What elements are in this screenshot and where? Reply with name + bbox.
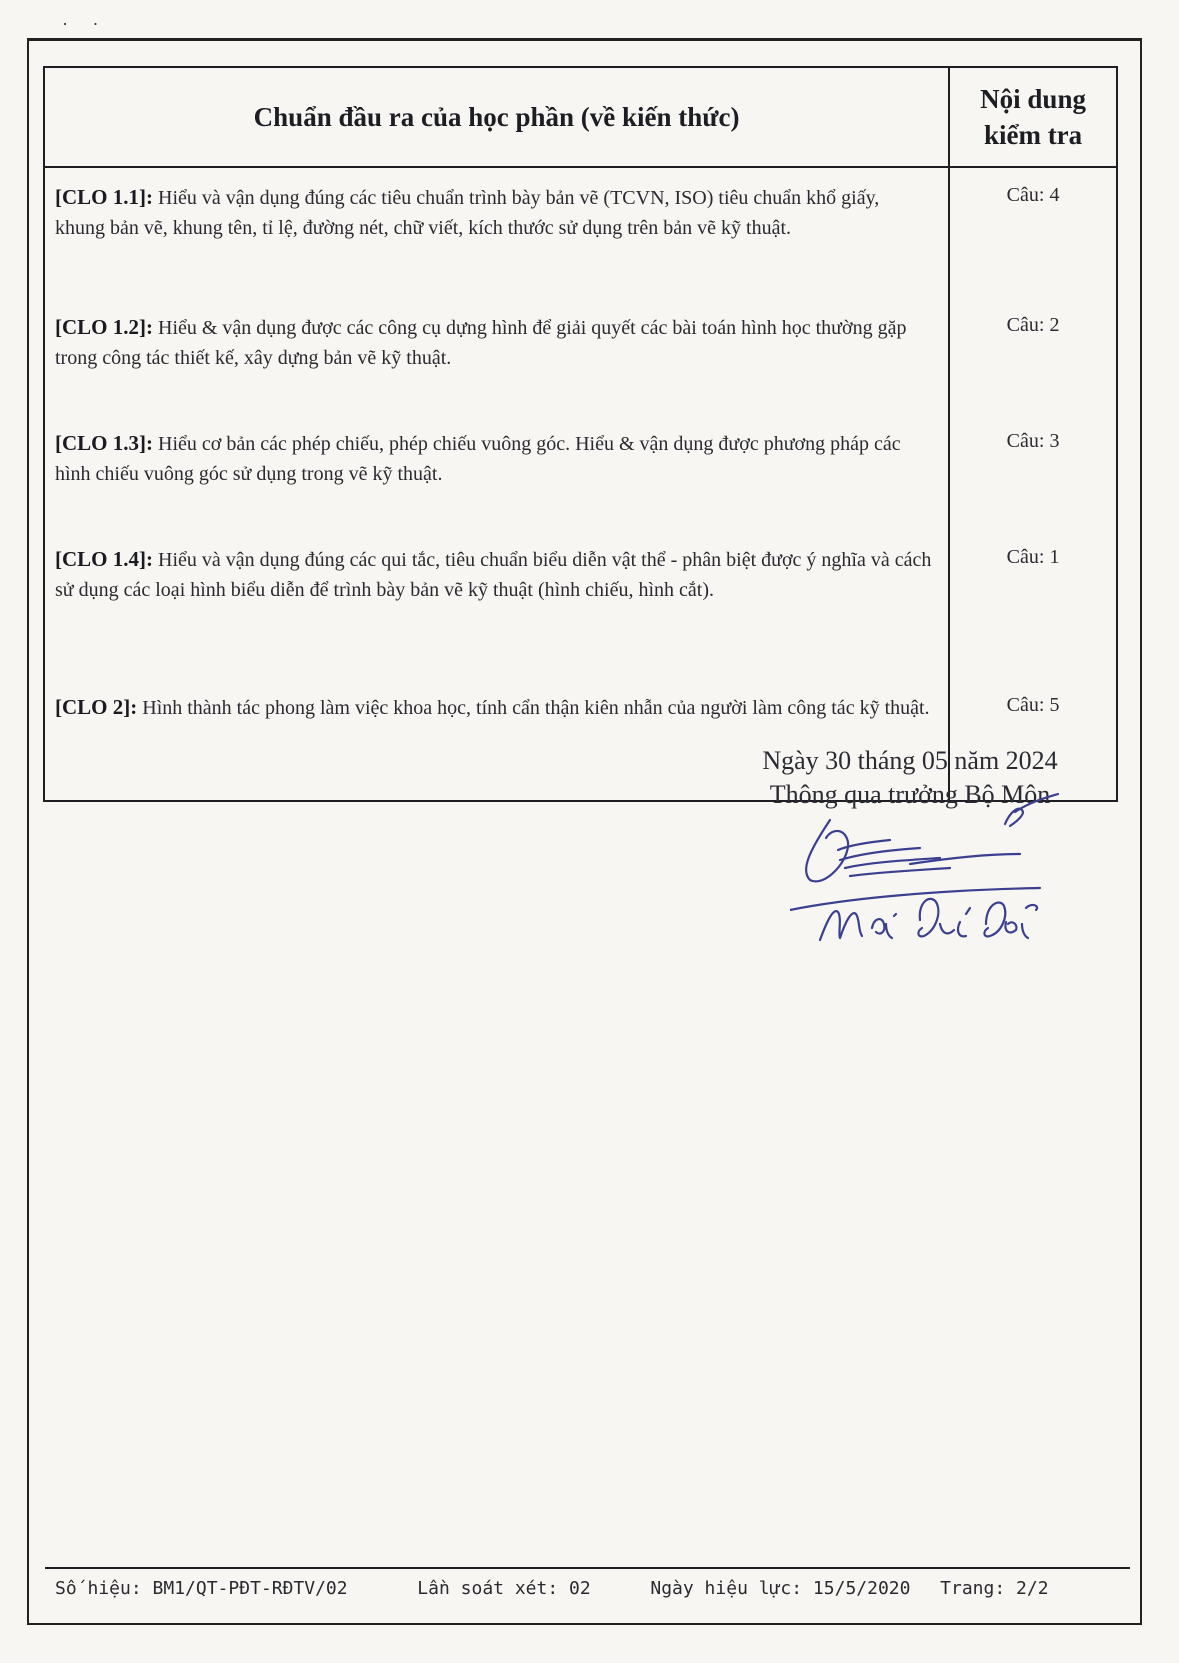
clo-table bbox=[43, 66, 1118, 802]
check-column-header bbox=[949, 67, 1117, 167]
clo-text: Hiểu và vận dụng đúng các qui tắc, tiêu chuẩn biểu diễn vật thể - phân biệt được ý nghĩa và cách sử dụng các loại hình biểu diễn để trình bày bản vẽ kỹ thuật (hình chiếu, hình cắt). bbox=[55, 549, 932, 601]
document-footer bbox=[55, 1578, 1049, 1599]
signature-image bbox=[790, 790, 1080, 950]
content-column-header: Chuẩn đầu ra của học phần (về kiến thức) bbox=[44, 67, 949, 167]
question-ref: Câu: 1 bbox=[949, 530, 1117, 678]
doc-number: Số hiệu: BM1/QT-PĐT-RĐTV/02 bbox=[55, 1578, 348, 1599]
clo-code: [CLO 1.3]: bbox=[55, 431, 153, 455]
clo-description bbox=[44, 298, 949, 414]
clo-description bbox=[44, 530, 949, 678]
table-header-row bbox=[44, 67, 1117, 167]
clo-text: Hình thành tác phong làm việc khoa học, tính cẩn thận kiên nhẫn của người làm công tác kỹ thuật. bbox=[137, 697, 930, 719]
check-header-line1: Nội dung bbox=[980, 84, 1086, 114]
scan-marks: · · bbox=[62, 14, 109, 34]
question-ref: Câu: 4 bbox=[949, 167, 1117, 298]
clo-code: [CLO 1.4]: bbox=[55, 547, 153, 571]
clo-text: Hiểu và vận dụng đúng các tiêu chuẩn trình bày bản vẽ (TCVN, ISO) tiêu chuẩn khổ giấy, khung bản vẽ, khung tên, tỉ lệ, đường nét, chữ viết, kích thước sử dụng trên bản vẽ kỹ thuật. bbox=[55, 187, 880, 239]
clo-description bbox=[44, 167, 949, 298]
clo-description bbox=[44, 414, 949, 530]
page-number: Trang: 2/2 bbox=[940, 1578, 1049, 1599]
table-row bbox=[44, 414, 1117, 530]
clo-code: [CLO 1.2]: bbox=[55, 315, 153, 339]
revision: Lần soát xét: 02 bbox=[417, 1578, 591, 1599]
clo-text: Hiểu & vận dụng được các công cụ dựng hình để giải quyết các bài toán hình học thường gặp trong công tác thiết kế, xây dựng bản vẽ kỹ thuật. bbox=[55, 317, 907, 369]
signoff-date: Ngày 30 tháng 05 năm 2024 bbox=[762, 746, 1058, 775]
clo-code: [CLO 2]: bbox=[55, 695, 138, 719]
question-ref: Câu: 5 bbox=[949, 678, 1117, 801]
check-header-line2: kiểm tra bbox=[983, 120, 1083, 150]
footer-divider bbox=[45, 1567, 1130, 1569]
table-row bbox=[44, 530, 1117, 678]
question-ref: Câu: 3 bbox=[949, 414, 1117, 530]
table-row bbox=[44, 167, 1117, 298]
table-row bbox=[44, 298, 1117, 414]
signoff-role: Thông qua trưởng Bộ Môn bbox=[769, 780, 1051, 809]
clo-text: Hiểu cơ bản các phép chiếu, phép chiếu vuông góc. Hiểu & vận dụng được phương pháp các hình chiếu vuông góc sử dụng trong vẽ kỹ thuật. bbox=[55, 433, 901, 485]
question-ref: Câu: 2 bbox=[949, 298, 1117, 414]
effective-date: Ngày hiệu lực: 15/5/2020 bbox=[650, 1578, 911, 1599]
clo-code: [CLO 1.1]: bbox=[55, 185, 153, 209]
